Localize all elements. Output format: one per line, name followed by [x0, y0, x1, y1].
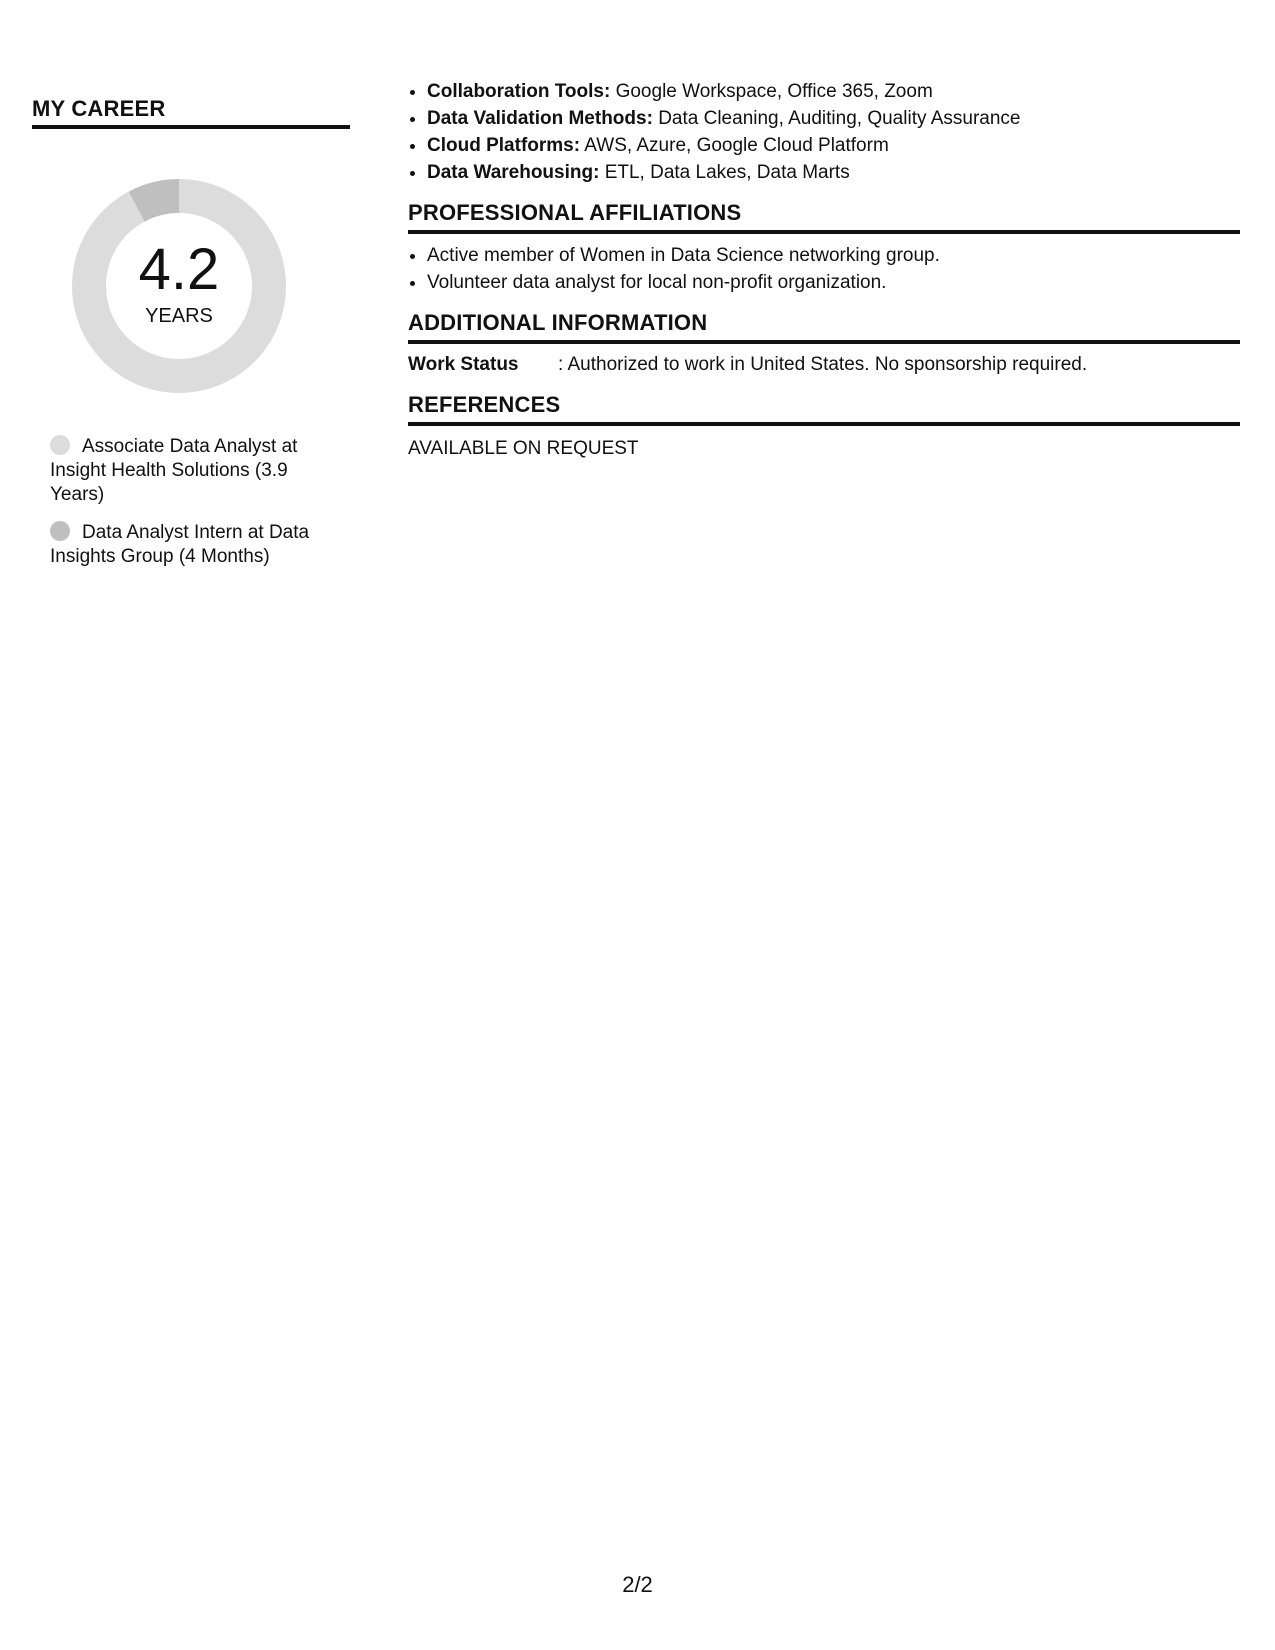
main-column: [408, 78, 1240, 462]
skill-label: Collaboration Tools:: [427, 81, 611, 102]
career-legend: [50, 435, 330, 569]
legend-dot: [50, 435, 70, 455]
skills-list: [408, 78, 1240, 186]
legend-item: [50, 521, 330, 569]
skill-label: Data Warehousing:: [427, 162, 600, 183]
references-title: REFERENCES: [408, 392, 1240, 426]
references-text: AVAILABLE ON REQUEST: [408, 438, 639, 459]
affiliations-section: [408, 200, 1240, 296]
work-status-key: Work Status: [408, 354, 519, 375]
page-number: 2/2: [622, 1572, 653, 1597]
skill-label: Cloud Platforms:: [427, 135, 581, 156]
skill-value: AWS, Azure, Google Cloud Platform: [580, 135, 889, 156]
legend-label: Associate Data Analyst at Insight Health Solutions (3.9 Years): [50, 436, 298, 505]
skill-value: Data Cleaning, Auditing, Quality Assurance: [652, 108, 1021, 129]
additional-section: [408, 310, 1240, 378]
legend-item: [50, 435, 330, 507]
donut-total-unit: YEARS: [145, 304, 213, 327]
skill-item: [427, 132, 1240, 159]
affiliation-item: • Active member of Women in Data Science networking group.: [427, 242, 1240, 269]
skill-item: [427, 159, 1240, 186]
skill-value: Google Workspace, Office 365, Zoom: [610, 81, 933, 102]
career-title: MY CAREER: [32, 96, 350, 129]
skill-item: [427, 78, 1240, 105]
affiliations-title: PROFESSIONAL AFFILIATIONS: [408, 200, 1240, 234]
skill-value: ETL, Data Lakes, Data Marts: [599, 162, 850, 183]
legend-label: Data Analyst Intern at Data Insights Group (4 Months): [50, 522, 310, 567]
career-column: [32, 96, 350, 583]
skill-item: [427, 105, 1240, 132]
career-donut-chart: [66, 173, 292, 399]
skill-label: Data Validation Methods:: [427, 108, 653, 129]
work-status-value: : Authorized to work in United States. No sponsorship required.: [558, 354, 1088, 375]
affiliation-item: • Volunteer data analyst for local non-profit organization.: [427, 269, 1240, 296]
additional-title: ADDITIONAL INFORMATION: [408, 310, 1240, 344]
work-status-row: [408, 352, 1240, 378]
donut-total-value: 4.2: [138, 236, 220, 302]
references-section: [408, 392, 1240, 462]
affiliations-list: [408, 242, 1240, 296]
donut-center: [66, 173, 292, 399]
legend-dot: [50, 521, 70, 541]
